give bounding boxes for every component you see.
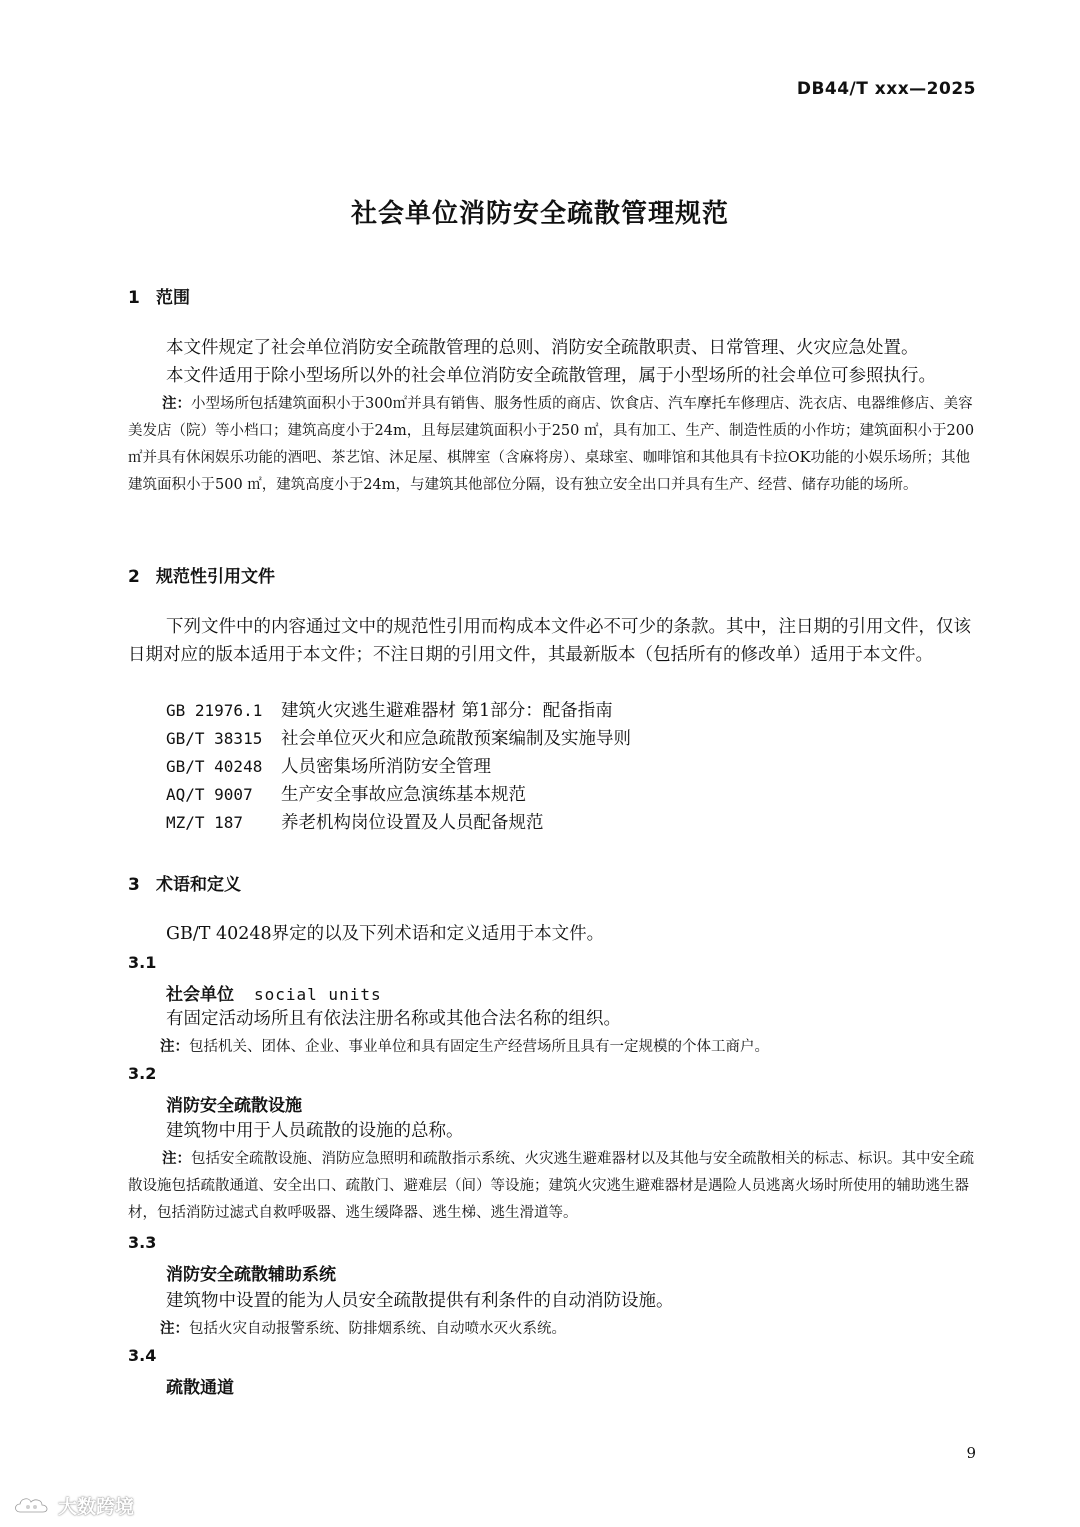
section-title: 规范性引用文件 (156, 567, 275, 587)
note-label: 注： (162, 396, 191, 412)
term-heading (166, 1091, 302, 1116)
reference-code: MZ/T 187 (166, 813, 244, 832)
reference-title: 社会单位灭火和应急疏散预案编制及实施导则 (281, 729, 631, 749)
term-heading (166, 980, 382, 1005)
note-text: 小型场所包括建筑面积小于300㎡并具有销售、服务性质的商店、饮食店、汽车摩托车修理店、洗衣店、电器维修店、美容美发店（院）等小档口；建筑高度小于24m，且每层建筑面积小于250 ㎡，具有加工、生产、制造性质的小作坊；建筑面积小于200㎡并具有休闲娱乐功能的酒吧、茶艺馆、沐足屋、棋牌室（含麻将房）、桌球室、咖啡馆和其他具有卡拉OK功能的小娱乐场所；其他建筑面积小于500 ㎡，建筑高度小于24m，与建筑其他部位分隔，设有独立安全出口并具有生产、经营、储存功能的场所。 (128, 396, 975, 493)
term-name: 疏散通道 (166, 1378, 234, 1398)
reference-title: 养老机构岗位设置及人员配备规范 (281, 813, 544, 833)
term-definition: 建筑物中用于人员疏散的设施的总称。 (166, 1121, 464, 1141)
clause-number: 3.4 (128, 1346, 157, 1365)
term-heading (166, 1260, 336, 1285)
reference-code: GB 21976.1 (166, 701, 263, 720)
term-name: 消防安全疏散设施 (166, 1096, 302, 1116)
term-name: 社会单位 (166, 985, 234, 1005)
reference-title: 人员密集场所消防安全管理 (281, 757, 491, 777)
reference-code: GB/T 38315 (166, 729, 263, 748)
term-note (160, 1034, 976, 1061)
note-text: 包括火灾自动报警系统、防排烟系统、自动喷水灭火系统。 (189, 1321, 566, 1337)
reference-item (166, 725, 631, 753)
document-title: 社会单位消防安全疏散管理规范 (350, 199, 729, 229)
note-label: 注： (162, 1151, 191, 1167)
normative-refs-intro: 下列文件中的内容通过文中的规范性引用而构成本文件必不可少的条款。其中，注日期的引用文件，仅该日期对应的版本适用于本文件；不注日期的引用文件，其最新版本（包括所有的修改单）适用于本文件。 (128, 617, 971, 665)
scope-note (128, 391, 976, 499)
term-note (160, 1316, 976, 1343)
cloud-logo-icon (12, 1494, 52, 1518)
reference-item (166, 781, 526, 809)
note-text: 包括安全疏散设施、消防应急照明和疏散指示系统、火灾逃生避难器材以及其他与安全疏散相关的标志、标识。其中安全疏散设施包括疏散通道、安全出口、疏散门、避难层（间）等设施；建筑火灾逃生避难器材是遇险人员逃离火场时所使用的辅助逃生器材，包括消防过滤式自救呼吸器、逃生缓降器、逃生梯、逃生滑道等。 (128, 1151, 974, 1221)
reference-item (166, 809, 544, 837)
section-title: 范围 (156, 288, 190, 308)
section-number: 2 (128, 567, 140, 587)
watermark (12, 1492, 134, 1519)
reference-title: 建筑火灾逃生避难器材 第1部分：配备指南 (281, 701, 613, 721)
note-label: 注： (160, 1039, 189, 1055)
scope-paragraph-2: 本文件适用于除小型场所以外的社会单位消防安全疏散管理，属于小型场所的社会单位可参照执行。 (166, 366, 936, 386)
page-number: 9 (966, 1444, 976, 1462)
standard-code: DB44/T xxx—2025 (796, 79, 976, 99)
watermark-text: 大数跨境 (58, 1496, 135, 1518)
reference-code: AQ/T 9007 (166, 785, 253, 804)
reference-item (166, 753, 491, 781)
reference-item (166, 697, 613, 725)
section-2-heading (128, 562, 275, 587)
term-note (128, 1146, 976, 1227)
terms-intro: GB/T 40248界定的以及下列术语和定义适用于本文件。 (166, 924, 605, 944)
term-heading (166, 1373, 234, 1398)
reference-code: GB/T 40248 (166, 757, 263, 776)
note-text: 包括机关、团体、企业、事业单位和具有固定生产经营场所且具有一定规模的个体工商户。 (189, 1039, 769, 1055)
term-english: social units (254, 985, 382, 1004)
section-title: 术语和定义 (156, 875, 241, 895)
section-3-heading (128, 870, 241, 895)
section-1-heading (128, 283, 190, 308)
section-number: 1 (128, 288, 140, 308)
reference-title: 生产安全事故应急演练基本规范 (281, 785, 526, 805)
scope-paragraph-1: 本文件规定了社会单位消防安全疏散管理的总则、消防安全疏散职责、日常管理、火灾应急处置。 (166, 338, 919, 358)
term-name: 消防安全疏散辅助系统 (166, 1265, 336, 1285)
term-definition: 建筑物中设置的能为人员安全疏散提供有利条件的自动消防设施。 (166, 1291, 674, 1311)
clause-number: 3.3 (128, 1233, 157, 1252)
note-label: 注： (160, 1321, 189, 1337)
section-number: 3 (128, 875, 140, 895)
term-definition: 有固定活动场所且有依法注册名称或其他合法名称的组织。 (166, 1009, 621, 1029)
clause-number: 3.1 (128, 953, 157, 972)
clause-number: 3.2 (128, 1064, 157, 1083)
